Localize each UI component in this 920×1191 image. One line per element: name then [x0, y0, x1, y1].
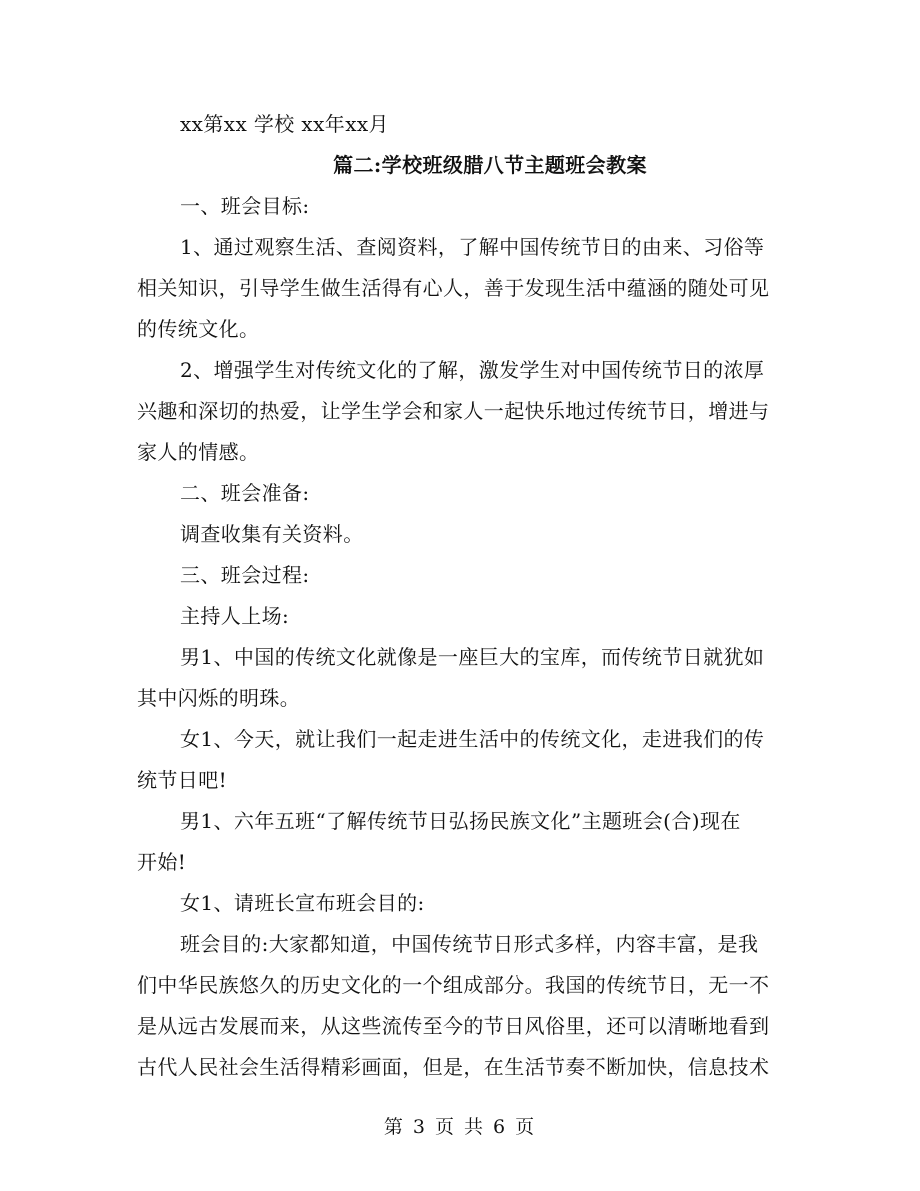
- paragraph-line: 主持人上场:: [180, 604, 290, 628]
- paragraph-line: 班会目的:大家都知道，中国传统节日形式多样，内容丰富，是我: [180, 932, 759, 956]
- date-line: xx第xx 学校 xx年xx月: [180, 112, 389, 136]
- paragraph-line: 开始!: [137, 850, 187, 874]
- paragraph-line: 统节日吧!: [137, 768, 228, 792]
- paragraph-line: 们中华民族悠久的历史文化的一个组成部分。我国的传统节日，无一不: [137, 973, 770, 997]
- paragraph-line: 一、班会目标:: [180, 194, 310, 218]
- paragraph-line: 二、班会准备:: [180, 481, 310, 505]
- section-title: 篇二:学校班级腊八节主题班会教案: [333, 153, 647, 177]
- paragraph-line: 是从远古发展而来，从这些流传至今的节日风俗里，还可以清晰地看到: [137, 1014, 770, 1038]
- paragraph-line: 兴趣和深切的热爱，让学生学会和家人一起快乐地过传统节日，增进与: [137, 399, 770, 423]
- paragraph-line: 男1、六年五班“了解传统节日弘扬民族文化”主题班会(合)现在: [180, 809, 741, 833]
- paragraph-line: 三、班会过程:: [180, 563, 310, 587]
- paragraph-line: 相关知识，引导学生做生活得有心人，善于发现生活中蕴涵的随处可见: [137, 276, 770, 300]
- paragraph-line: 家人的情感。: [137, 440, 260, 464]
- page-number-footer: 第 3 页 共 6 页: [383, 1116, 537, 1138]
- paragraph-line: 古代人民社会生活得精彩画面，但是，在生活节奏不断加快，信息技术: [137, 1055, 770, 1079]
- paragraph-line: 其中闪烁的明珠。: [137, 686, 301, 710]
- paragraph-line: 女1、请班长宣布班会目的:: [180, 891, 425, 915]
- document-body: [137, 104, 783, 1088]
- paragraph-line: 男1、中国的传统文化就像是一座巨大的宝库，而传统节日就犹如: [180, 645, 765, 669]
- paragraph-line: 1、通过观察生活、查阅资料，了解中国传统节日的由来、习俗等: [180, 235, 765, 259]
- paragraph-line: 调查收集有关资料。: [180, 522, 364, 546]
- paragraph-line: 的传统文化。: [137, 317, 260, 341]
- paragraph-line: 2、增强学生对传统文化的了解，激发学生对中国传统节日的浓厚: [180, 358, 765, 382]
- paragraph-line: 女1、今天，就让我们一起走进生活中的传统文化，走进我们的传: [180, 727, 765, 751]
